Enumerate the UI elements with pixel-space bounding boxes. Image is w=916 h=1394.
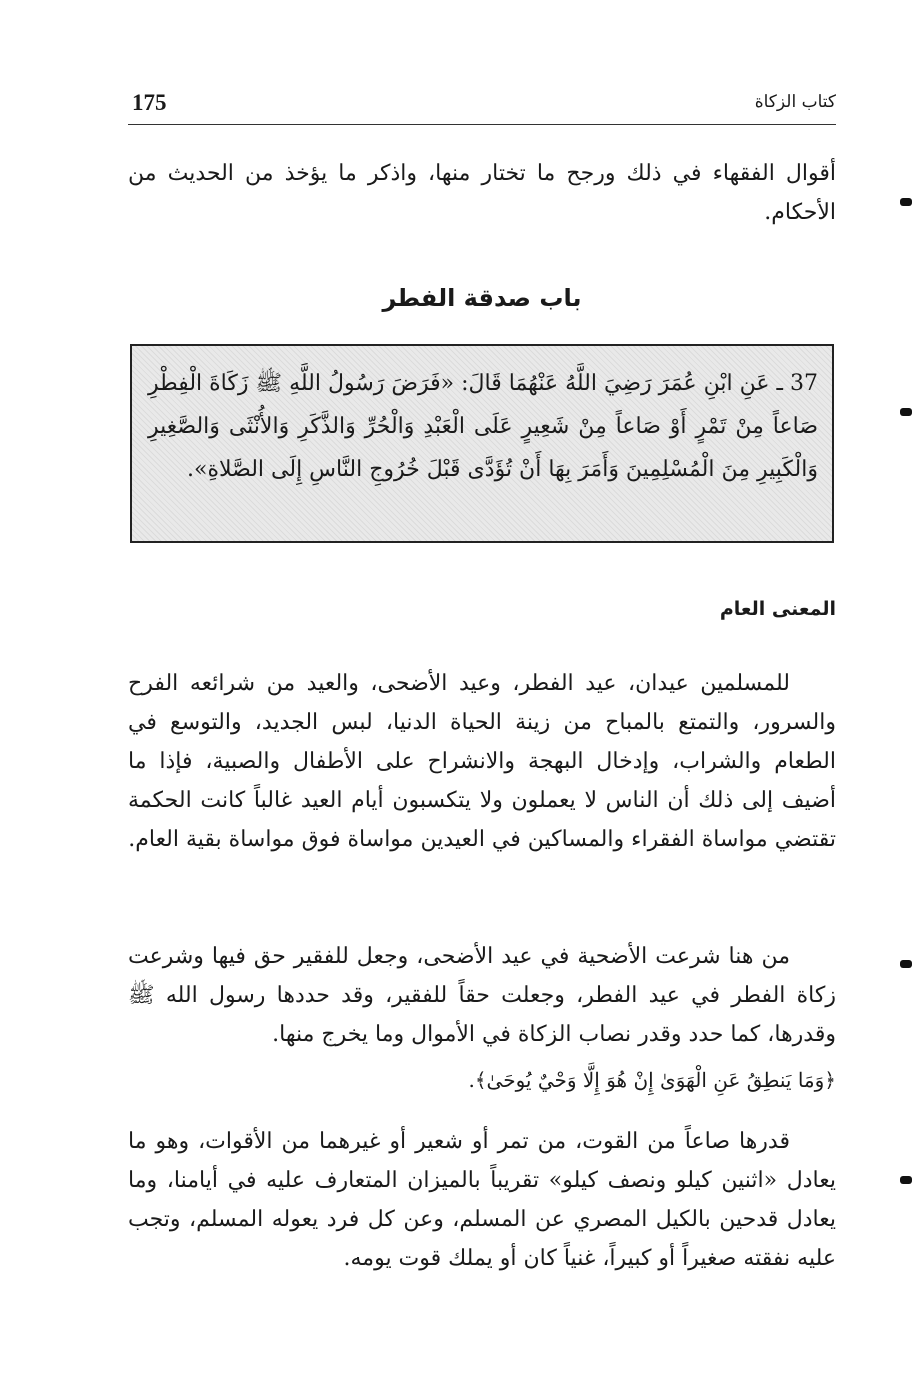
hadith-text: 37 ـ عَنِ ابْنِ عُمَرَ رَضِيَ اللَّهُ عَنْهُمَا قَالَ: «فَرَضَ رَسُولُ اللَّهِ ﷺ زَكَاةَ الْفِطْرِ صَاعاً مِنْ تَمْرٍ أَوْ صَاعاً مِنْ شَعِيرٍ عَلَى الْعَبْدِ وَالْحُرِّ وَالذَّكَرِ وَالأُنْثَى وَالصَّغِيرِ وَالْكَبِيرِ مِنَ الْمُسْلِمِينَ وَأَمَرَ بِهَا أَنْ تُؤَدَّى قَبْلَ خُرُوجِ النَّاسِ إِلَى الصَّلاةِ».	[148, 371, 818, 482]
paragraph-1: للمسلمين عيدان، عيد الفطر، وعيد الأضحى، والعيد من شرائعه الفرح والسرور، والتمتع بالمباح من زينة الحياة الدنيا، لبس الجديد، والتوسع في الطعام والشراب، وإدخال البهجة والانشراح على الأطفال والصبية، فإذا ما أضيف إلى ذلك أن الناس لا يعملون ولا يتكسبون أيام العيد غالباً كانت الحكمة تقتضي مواساة الفقراء والمساكين في العيدين مواساة فوق مواساة بقية العام.	[128, 671, 836, 852]
chapter-heading: باب صدقة الفطر	[382, 284, 582, 312]
page-header	[128, 84, 836, 125]
margin-mark	[900, 1176, 912, 1184]
paragraph-2: من هنا شرعت الأضحية في عيد الأضحى، وجعل للفقير حق فيها وشرعت زكاة الفطر في عيد الفطر، وجعلت حقاً للفقير، وقد حددها رسول الله ﷺ وقدرها، كما حدد وقدر نصاب الزكاة في الأموال وما يخرج منها.	[128, 944, 836, 1047]
intro-paragraph: أقوال الفقهاء في ذلك ورجح ما تختار منها، واذكر ما يؤخذ من الحديث من الأحكام.	[128, 161, 836, 225]
section-heading: المعنى العام	[719, 598, 836, 620]
margin-mark	[900, 198, 912, 206]
hadith-box	[130, 344, 834, 543]
margin-mark	[900, 960, 912, 968]
margin-mark	[900, 408, 912, 416]
running-title: كتاب الزكاة	[754, 92, 836, 112]
paragraph-3: قدرها صاعاً من القوت، من تمر أو شعير أو غيرهما من الأقوات، وهو ما يعادل «اثنين كيلو ونصف كيلو» تقريباً بالميزان المتعارف عليه في أيامنا، وما يعادل قدحين بالكيل المصري عن المسلم، وعن كل فرد يعوله المسلم، وتجب عليه نفقته صغيراً أو كبيراً، غنياً كان أو يملك قوت يومه.	[128, 1129, 837, 1271]
quran-verse: ﴿وَمَا يَنطِقُ عَنِ الْهَوَىٰ إِنْ هُوَ إِلَّا وَحْيٌ يُوحَىٰ﴾.	[468, 1068, 836, 1092]
page-number: 175	[132, 90, 167, 115]
